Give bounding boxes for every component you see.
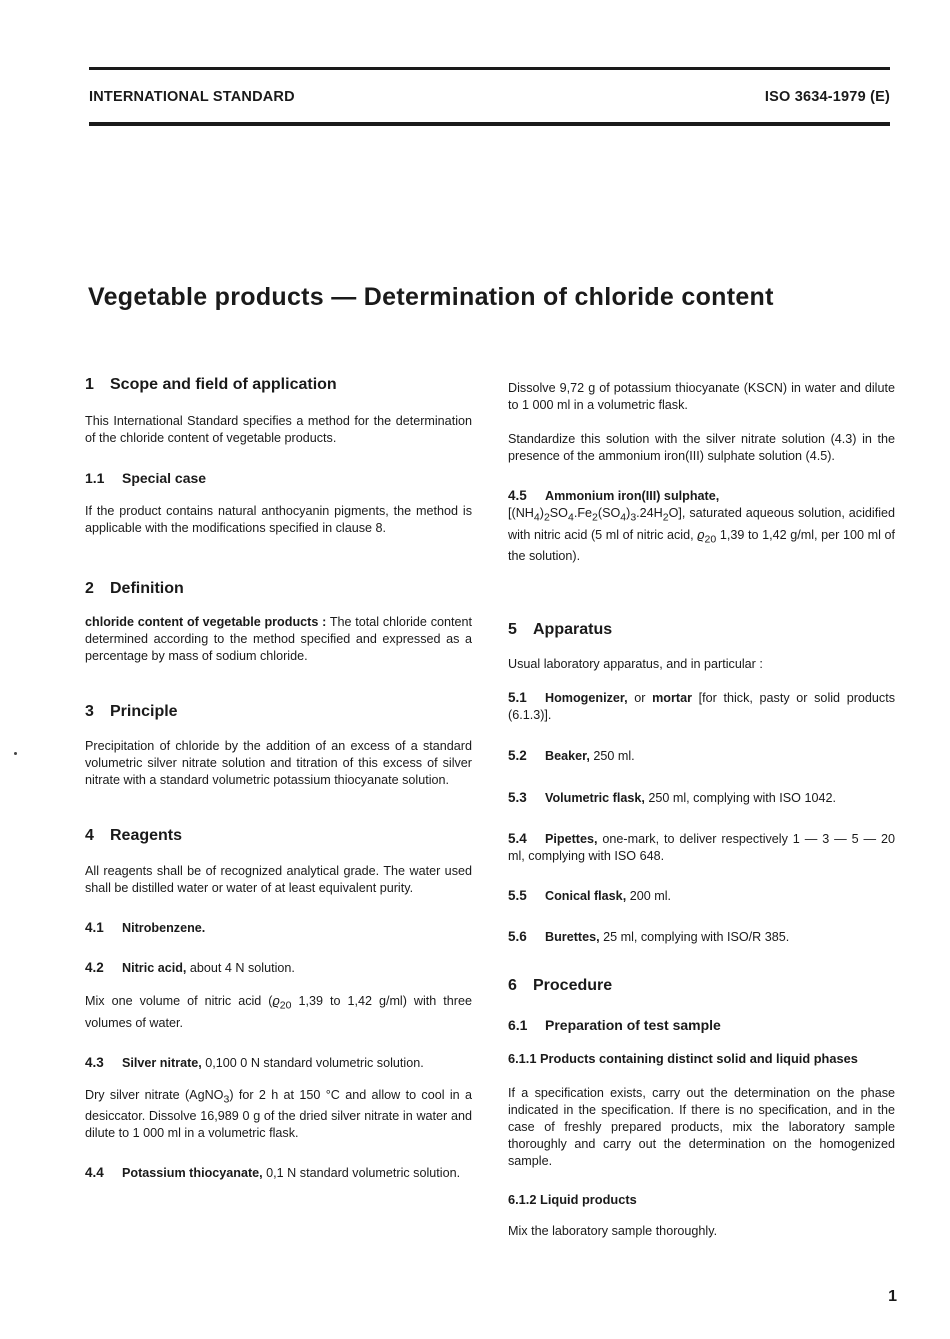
apparatus-spec: one-mark, to deliver respectively 1 — 3 — 5 — 20 ml, complying with ISO 648.	[508, 832, 895, 864]
header-bottom-rule	[89, 122, 890, 126]
thiocyanate-standardization-text: Standardize this solution with the silver nitrate solution (4.3) in the presence of the ammonium iron(III) sulphate solution (4.5).	[508, 432, 895, 463]
header-doc-number: ISO 3634-1979 (E)	[764, 89, 890, 105]
section-3-text: Precipitation of chloride by the addition of an excess of a standard volumetric silver nitrate solution and titration of this excess of silver nitrate with a standard volumetric potassium thiocyanate solution.	[85, 739, 472, 787]
subscript: 4	[620, 511, 627, 524]
subscript: 3	[223, 1093, 230, 1106]
section-title: Special case	[122, 470, 207, 486]
formula-part: .24H	[636, 506, 663, 520]
definition-text: The total chloride content determined according to the method specified and expressed as a percentage by mass of sodium chloride.	[85, 615, 473, 663]
right-column	[508, 380, 895, 1240]
page-number: 1	[888, 1288, 897, 1305]
section-number: 4.1	[85, 920, 104, 935]
section-number: 5.2	[508, 748, 527, 764]
subscript: 2	[543, 511, 550, 524]
section-5-2	[508, 747, 895, 765]
section-6-heading	[508, 977, 895, 995]
document-title: Vegetable products — Determination of chloride content	[88, 283, 774, 311]
section-6-1-1-text: If a specification exists, carry out the determination on the phase indicated in the specification. If there is no specification, and in the case of freshly prepared products, mix the laboratory sample thoroughly and carry out the determination on the homogenized sample.	[508, 1086, 895, 1169]
reagent-name: Potassium thiocyanate,	[122, 1166, 263, 1181]
thiocyanate-preparation-text: Dissolve 9,72 g of potassium thiocyanate (KSCN) in water and dilute to 1 000 ml in a volumetric flask.	[508, 381, 895, 412]
section-4-text: All reagents shall be of recognized analytical grade. The water used shall be distilled water or water of at least equivalent purity.	[85, 864, 472, 895]
header-top-rule	[89, 67, 890, 70]
text-part: 1,39 to 1,42 g/ml) with three volumes of water.	[85, 994, 472, 1030]
subscript: 2	[592, 511, 598, 524]
section-number: 4.2	[85, 960, 104, 975]
section-6-1-2-text: Mix the laboratory sample thoroughly.	[508, 1224, 718, 1239]
subscript: 2	[662, 511, 669, 524]
section-number: 5.5	[508, 888, 527, 904]
section-4-3-text	[85, 1087, 472, 1143]
formula-part: )	[539, 506, 544, 520]
section-number: 1.1	[85, 470, 105, 486]
subscript: 4	[567, 511, 574, 524]
text-part: 1,39 to 1,42 g/ml, per 100 ml of the solution).	[508, 527, 895, 564]
formula-part: (SO	[597, 506, 621, 520]
section-title: Apparatus	[533, 621, 613, 639]
subscript: 3	[630, 511, 637, 524]
subscript: 20	[704, 533, 717, 546]
section-number: 4	[85, 827, 94, 844]
reagent-name: Nitric acid,	[122, 961, 187, 975]
section-6-1-1-heading: 6.1.1 Products containing distinct solid and liquid phases	[508, 1051, 858, 1067]
section-title: Procedure	[533, 977, 613, 995]
section-title: Reagents	[110, 827, 183, 844]
section-number: 5.3	[508, 790, 527, 806]
density-symbol: ϱ	[697, 527, 705, 542]
section-number: 2	[85, 580, 94, 597]
section-1-text: This International Standard specifies a method for the determination of the chloride content of vegetable products.	[85, 414, 472, 445]
text-part: ) for 2 h at 150 °C and allow to cool in a desiccator. Dissolve 16,989 0 g of the dried silver nitrate in water and dilute to 1 000 ml in a volumetric flask.	[85, 1087, 472, 1141]
apparatus-name: Burettes,	[545, 930, 600, 945]
defined-term: chloride content of vegetable products :	[85, 615, 327, 629]
section-number: 5	[508, 621, 517, 639]
section-number: 3	[85, 703, 94, 720]
formula-part: )	[626, 506, 631, 520]
subscript: 20	[279, 999, 292, 1012]
section-2-heading	[85, 580, 472, 598]
section-1-1-text: If the product contains natural anthocyanin pigments, the method is applicable with the modifications specified in clause 8.	[85, 504, 472, 535]
section-4-5-text	[508, 505, 895, 565]
section-6-1-2-heading: 6.1.2 Liquid products	[508, 1192, 637, 1208]
section-4-5	[508, 487, 895, 505]
section-3-heading	[85, 703, 472, 721]
section-5-4	[508, 830, 895, 865]
density-symbol: ϱ	[272, 994, 280, 1008]
subscript: 4	[533, 511, 540, 524]
text-part: Dry silver nitrate (AgNO	[85, 1087, 224, 1102]
reagent-name: Nitrobenzene.	[122, 921, 206, 935]
section-5-text: Usual laboratory apparatus, and in particular :	[508, 657, 763, 672]
apparatus-name: Beaker,	[545, 749, 590, 764]
apparatus-spec: 250 ml, complying with ISO 1042.	[644, 791, 836, 806]
text-part: Mix one volume of nitric acid (	[85, 994, 273, 1008]
section-number: 5.6	[508, 929, 527, 945]
left-column	[85, 376, 472, 1182]
apparatus-name: Pipettes,	[545, 832, 598, 847]
section-title: Principle	[110, 703, 178, 720]
section-4-3	[85, 1054, 472, 1072]
apparatus-name: Homogenizer,	[545, 691, 628, 706]
section-6-1-heading	[508, 1017, 895, 1033]
reagent-spec: 0,1 N standard volumetric solution.	[262, 1166, 461, 1181]
section-number: 4.3	[85, 1054, 104, 1070]
reagent-spec: 0,100 0 N standard volumetric solution.	[201, 1055, 424, 1070]
section-number: 6.1	[508, 1017, 528, 1034]
section-4-2	[85, 959, 472, 977]
section-number: 4.5	[508, 488, 527, 503]
section-number: 5.4	[508, 831, 527, 847]
apparatus-spec: 200 ml.	[626, 889, 672, 904]
text-part: or	[627, 691, 653, 706]
reagent-name: Ammonium iron(III) sulphate,	[545, 489, 720, 503]
section-2-text	[85, 614, 472, 665]
apparatus-name: mortar	[652, 691, 692, 706]
apparatus-spec: 25 ml, complying with ISO/R 385.	[599, 930, 790, 945]
section-5-heading	[508, 621, 895, 639]
section-5-1	[508, 689, 895, 724]
section-title: Scope and field of application	[110, 376, 337, 393]
section-4-4	[85, 1164, 472, 1182]
section-4-2-text	[85, 993, 472, 1032]
apparatus-spec: [for thick, pasty or solid products (6.1.3)].	[508, 691, 895, 723]
section-number: 4.4	[85, 1165, 104, 1181]
section-number: 1	[85, 376, 94, 393]
section-number: 5.1	[508, 690, 527, 706]
formula-part: [(NH	[508, 506, 534, 520]
text-part: , saturated aqueous solution, acidified with nitric acid (5 ml of nitric acid,	[508, 506, 895, 542]
section-1-1-heading	[85, 470, 472, 486]
apparatus-name: Volumetric flask,	[545, 791, 645, 806]
reagent-name: Silver nitrate,	[122, 1055, 202, 1070]
reagent-spec: about 4 N solution.	[186, 961, 295, 975]
section-number: 6	[508, 977, 517, 995]
section-1-heading	[85, 376, 472, 394]
header-doc-type: INTERNATIONAL STANDARD	[89, 89, 295, 105]
apparatus-spec: 250 ml.	[589, 749, 635, 764]
formula-part: SO	[549, 506, 568, 520]
section-5-6	[508, 928, 895, 946]
section-5-5	[508, 887, 895, 905]
formula-part: O]	[668, 506, 682, 520]
section-title: Preparation of test sample	[545, 1017, 721, 1034]
section-title: Definition	[110, 580, 184, 597]
apparatus-name: Conical flask,	[545, 889, 627, 904]
section-4-1	[85, 919, 472, 937]
section-5-3	[508, 789, 895, 807]
margin-mark	[14, 752, 17, 755]
formula-part: .Fe	[573, 506, 593, 520]
section-4-heading	[85, 827, 472, 845]
